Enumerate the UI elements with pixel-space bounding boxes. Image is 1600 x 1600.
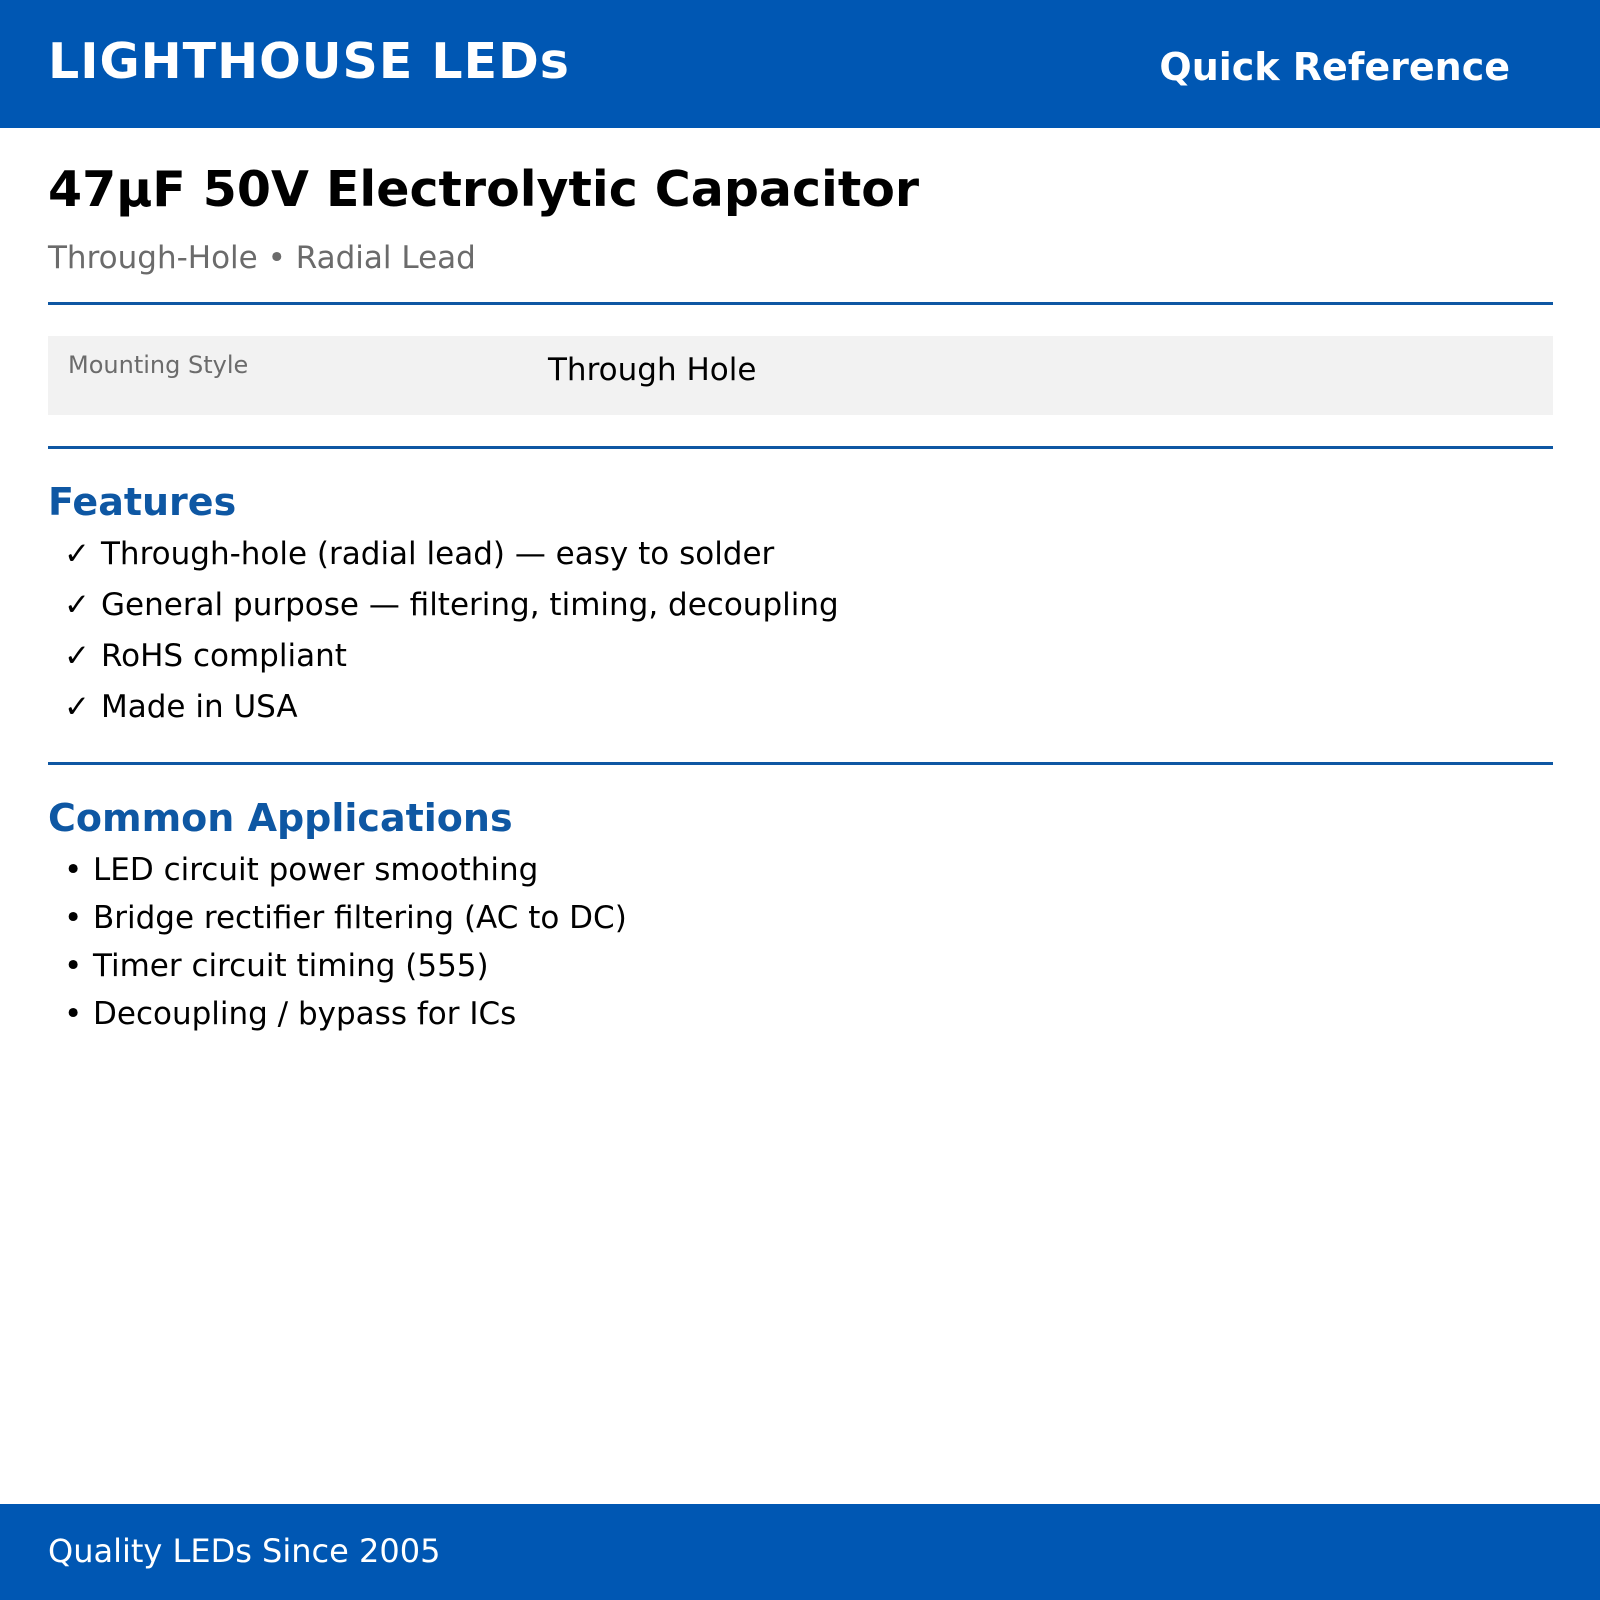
spec-row-mounting-style: [48, 336, 1553, 415]
application-item: [64, 946, 627, 994]
feature-item: [64, 636, 839, 687]
application-text: Bridge rectifier filtering (AC to DC): [93, 900, 627, 936]
brand-logo-text: LIGHTHOUSE LEDs: [48, 33, 570, 90]
application-text: Timer circuit timing (555): [93, 948, 489, 984]
divider-features: [48, 762, 1553, 765]
checkmark-icon: ✓: [64, 689, 90, 725]
divider-specs: [48, 446, 1553, 449]
quick-reference-label: Quick Reference: [1159, 45, 1510, 89]
bullet-icon: •: [64, 900, 83, 936]
application-text: LED circuit power smoothing: [93, 852, 539, 888]
feature-text: Made in USA: [101, 689, 298, 725]
footer-bar: [0, 1504, 1600, 1600]
spec-value: Through Hole: [548, 352, 757, 388]
feature-item: [64, 534, 839, 585]
footer-tagline: Quality LEDs Since 2005: [48, 1532, 441, 1570]
checkmark-icon: ✓: [64, 536, 90, 572]
product-title: 47µF 50V Electrolytic Capacitor: [48, 161, 920, 218]
features-heading: Features: [48, 480, 237, 524]
header-bar: [0, 0, 1600, 128]
applications-list: [64, 850, 627, 1042]
application-item: [64, 850, 627, 898]
application-item: [64, 994, 627, 1042]
divider-top: [48, 302, 1553, 305]
feature-text: RoHS compliant: [101, 638, 347, 674]
feature-text: Through-hole (radial lead) — easy to solder: [101, 536, 775, 572]
spec-label: Mounting Style: [68, 351, 249, 379]
checkmark-icon: ✓: [64, 587, 90, 623]
features-list: [64, 534, 839, 738]
applications-heading: Common Applications: [48, 796, 513, 840]
feature-text: General purpose — filtering, timing, decoupling: [101, 587, 839, 623]
application-text: Decoupling / bypass for ICs: [93, 996, 517, 1032]
bullet-icon: •: [64, 852, 83, 888]
checkmark-icon: ✓: [64, 638, 90, 674]
product-subtitle: Through-Hole • Radial Lead: [48, 240, 476, 276]
feature-item: [64, 687, 839, 738]
feature-item: [64, 585, 839, 636]
bullet-icon: •: [64, 996, 83, 1032]
application-item: [64, 898, 627, 946]
bullet-icon: •: [64, 948, 83, 984]
